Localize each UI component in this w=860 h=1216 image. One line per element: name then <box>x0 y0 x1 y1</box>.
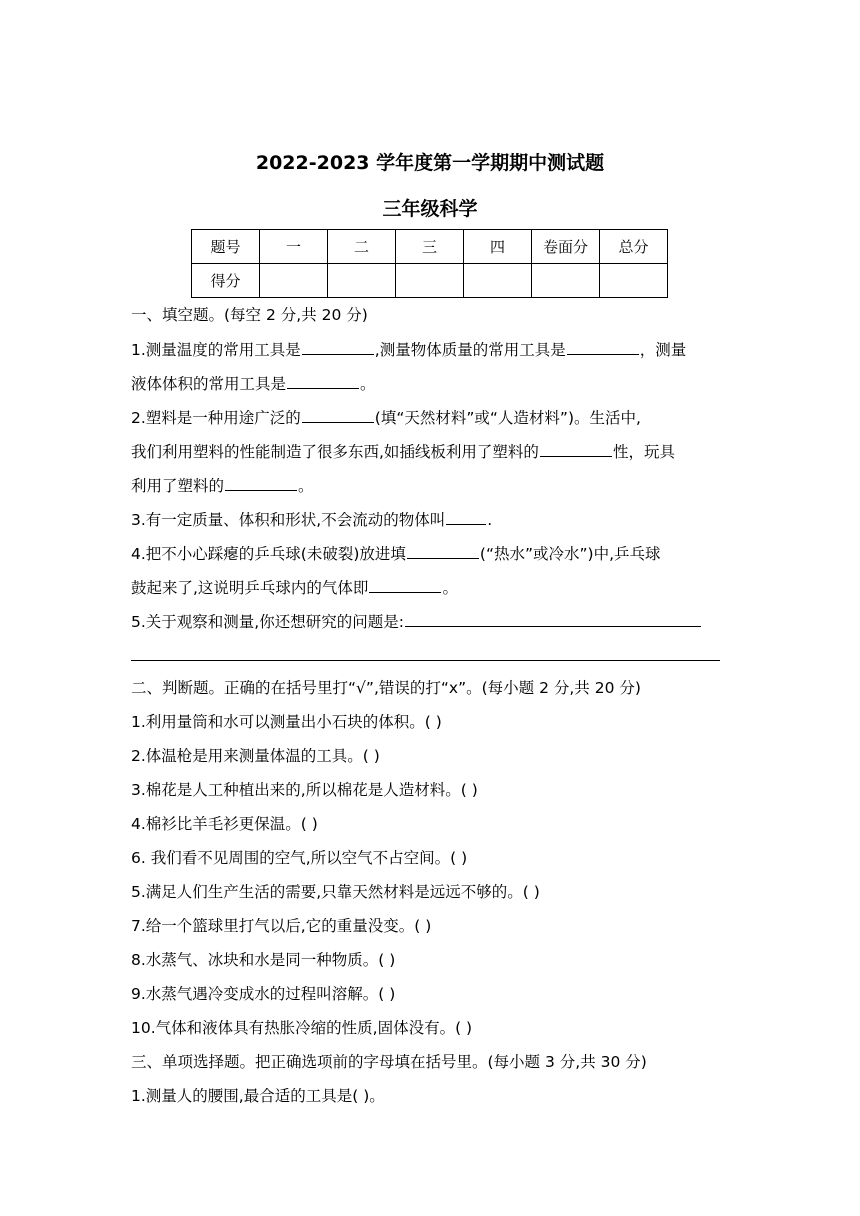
answer-blank <box>446 508 486 525</box>
question-1-2-cont2: 利用了塑料的 。 <box>131 474 314 497</box>
score-cell <box>328 264 396 298</box>
choice-question: 1.测量人的腰围,最合适的工具是( )。 <box>131 1087 385 1105</box>
section1-heading: 一、填空题。(每空 2 分,共 20 分) <box>131 306 368 324</box>
answer-blank <box>407 542 479 559</box>
question-1-4-cont: 鼓起来了,这说明乒乓球内的气体即 。 <box>131 576 458 599</box>
question-1-5: 5.关于观察和测量,你还想研究的问题是: <box>131 610 702 633</box>
score-cell <box>464 264 532 298</box>
judgment-item: 4.棉衫比羊毛衫更保温。( ) <box>131 815 318 833</box>
answer-blank <box>287 372 359 389</box>
judgment-item: 7.给一个篮球里打气以后,它的重量没变。( ) <box>131 917 432 935</box>
question-1-4: 4.把不小心踩瘪的乒乓球(未破裂)放进填 (“热水”或冷水”)中,乒乓球 <box>131 542 661 565</box>
judgment-item: 2.体温枪是用来测量体温的工具。( ) <box>131 747 380 765</box>
question-1-2-cont: 我们利用塑料的性能制造了很多东西,如插线板利用了塑料的 性，玩具 <box>131 440 675 463</box>
judgment-item: 3.棉花是人工种植出来的,所以棉花是人造材料。( ) <box>131 781 478 799</box>
score-table-header-cell: 一 <box>260 230 328 264</box>
answer-blank <box>302 338 374 355</box>
score-cell <box>600 264 668 298</box>
judgment-item: 9.水蒸气遇冷变成水的过程叫溶解。( ) <box>131 985 396 1003</box>
question-1-3: 3.有一定质量、体积和形状,不会流动的物体叫 . <box>131 508 492 531</box>
page-title: 2022-2023 学年度第一学期期中测试题 <box>255 152 605 174</box>
judgment-item: 1.利用量筒和水可以测量出小石块的体积。( ) <box>131 713 442 731</box>
score-table-score-row <box>192 264 668 298</box>
answer-blank <box>369 576 441 593</box>
score-table-header-cell: 总分 <box>600 230 668 264</box>
answer-blank <box>225 474 297 491</box>
score-table-header-cell: 二 <box>328 230 396 264</box>
score-table-row-label: 得分 <box>192 264 260 298</box>
answer-blank <box>302 406 374 423</box>
score-table-header-cell: 四 <box>464 230 532 264</box>
judgment-item: 10.气体和液体具有热胀冷缩的性质,固体没有。( ) <box>131 1019 473 1037</box>
score-table-header-cell: 三 <box>396 230 464 264</box>
answer-blank <box>405 610 701 627</box>
question-1-1: 1.测量温度的常用工具是 ,测量物体质量的常用工具是 ，测量 <box>131 338 686 361</box>
page-subtitle: 三年级科学 <box>382 198 478 220</box>
section2-heading: 二、判断题。正确的在括号里打“√”,错误的打“x”。(每小题 2 分,共 20 分) <box>131 679 641 697</box>
judgment-item: 6. 我们看不见周围的空气,所以空气不占空间。( ) <box>131 849 468 867</box>
section3-heading: 三、单项选择题。把正确选项前的字母填在括号里。(每小题 3 分,共 30 分) <box>131 1053 647 1071</box>
answer-blank <box>540 440 612 457</box>
answer-line <box>131 660 720 661</box>
score-cell <box>260 264 328 298</box>
score-table <box>191 229 668 298</box>
score-cell <box>532 264 600 298</box>
judgment-item: 5.满足人们生产生活的需要,只靠天然材料是远远不够的。( ) <box>131 883 540 901</box>
score-table-header-row <box>192 230 668 264</box>
score-table-header-cell: 题号 <box>192 230 260 264</box>
score-table-header-cell: 卷面分 <box>532 230 600 264</box>
question-1-2: 2.塑料是一种用途广泛的 (填“天然材料”或“人造材料”)。生活中, <box>131 406 641 429</box>
judgment-item: 8.水蒸气、冰块和水是同一种物质。( ) <box>131 951 396 969</box>
score-cell <box>396 264 464 298</box>
question-1-1-cont: 液体体积的常用工具是 。 <box>131 372 376 395</box>
answer-blank <box>567 338 639 355</box>
